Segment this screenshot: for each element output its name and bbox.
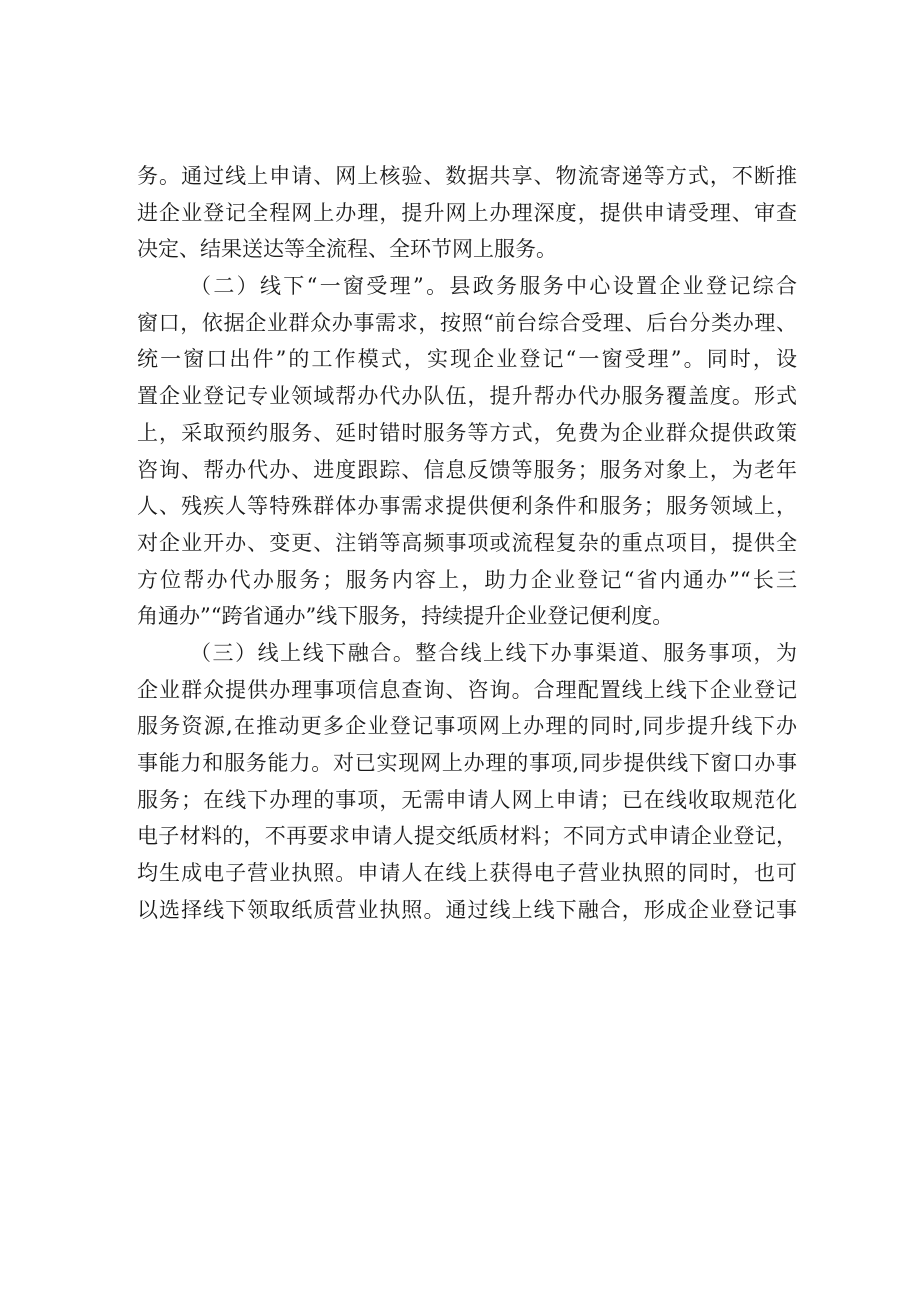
text-line: 决定、结果送达等全流程、全环节网上服务。 (137, 237, 557, 262)
text-line: 以选择线下领取纸质营业执照。通过线上线下融合，形成企业登记事 (137, 897, 797, 922)
text-line: 统一窗口出件”的工作模式，实现企业登记“一窗受理”。同时，设 (137, 347, 797, 372)
text-line: 窗口，依据企业群众办事需求，按照“前台综合受理、后台分类办理、 (137, 310, 797, 335)
body-text (137, 158, 797, 928)
text-line: 进企业登记全程网上办理，提升网上办理深度，提供申请受理、审查 (137, 200, 797, 225)
text-line: 服务；在线下办理的事项，无需申请人网上申请；已在线收取规范化 (137, 787, 797, 812)
text-line: 电子材料的，不再要求申请人提交纸质材料；不同方式申请企业登记， (137, 824, 797, 849)
text-line: 均生成电子营业执照。申请人在线上获得电子营业执照的同时，也可 (137, 861, 797, 886)
text-line: 对企业开办、变更、注销等高频事项或流程复杂的重点项目，提供全 (137, 530, 797, 555)
text-line: 务。通过线上申请、网上核验、数据共享、物流寄递等方式，不断推 (137, 164, 797, 188)
section-heading-line: （三）线上线下融合。整合线上线下办事渠道、服务事项，为 (190, 640, 797, 665)
text-line: 事能力和服务能力。对已实现网上办理的事项,同步提供线下窗口办事 (137, 751, 797, 775)
text-line: 角通办”“跨省通办”线下服务，持续提升企业登记便利度。 (137, 604, 674, 629)
section-heading-line: （二）线下“一窗受理”。县政务服务中心设置企业登记综合 (190, 274, 797, 299)
text-line: 服务资源,在推动更多企业登记事项网上办理的同时,同步提升线下办 (137, 714, 797, 739)
text-line: 咨询、帮办代办、进度跟踪、信息反馈等服务；服务对象上，为老年 (137, 457, 797, 482)
text-line: 人、残疾人等特殊群体办事需求提供便利条件和服务；服务领域上， (137, 494, 797, 519)
text-line: 置企业登记专业领域帮办代办队伍，提升帮办代办服务覆盖度。形式 (137, 384, 797, 409)
text-line: 方位帮办代办服务；服务内容上，助力企业登记“省内通办”“长三 (137, 567, 797, 592)
text-line: 上，采取预约服务、延时错时服务等方式，免费为企业群众提供政策 (137, 420, 797, 445)
text-line: 企业群众提供办理事项信息查询、咨询。合理配置线上线下企业登记 (137, 677, 797, 702)
